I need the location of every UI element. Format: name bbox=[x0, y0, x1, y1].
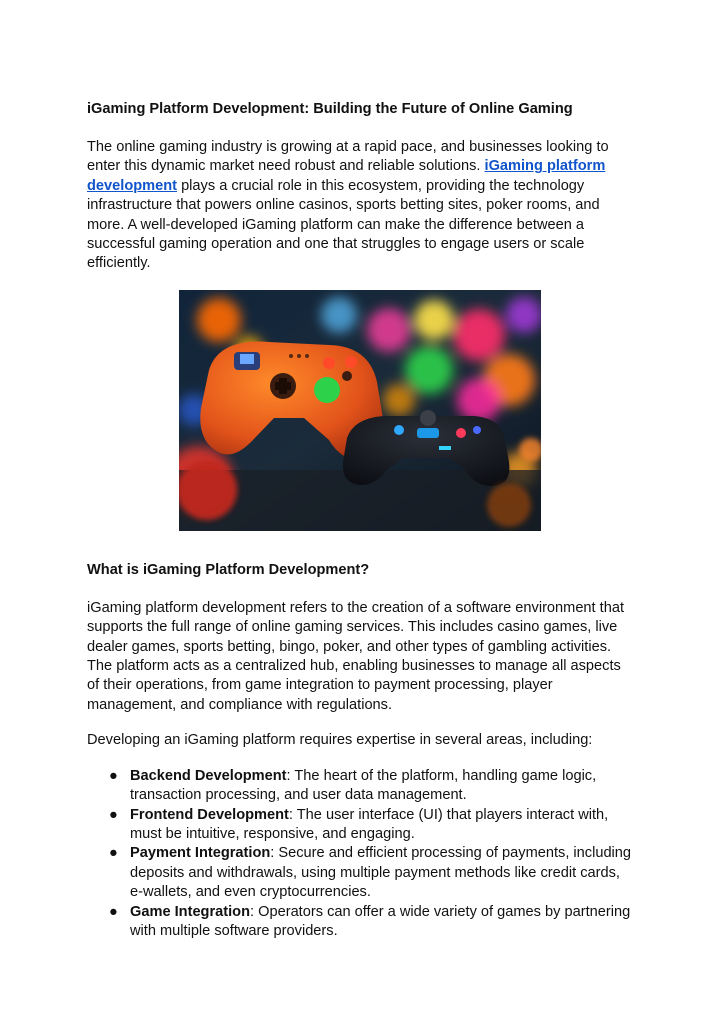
list-item-text: : Operators can offer a wide variety of games by partnering with multiple software providers. bbox=[130, 903, 631, 939]
list-item-term: Backend Development bbox=[130, 767, 287, 784]
intro-text-post: plays a crucial role in this ecosystem, providing the technology infrastructure that powers online casinos, sports betting sites, poker rooms, and more. A well-developed iGaming platform can make the difference between a successful gaming operation and one that struggles to engage users or scale efficiently. bbox=[87, 177, 600, 272]
document-content bbox=[87, 98, 633, 941]
bullet-icon: ● bbox=[109, 845, 118, 862]
list-item bbox=[87, 903, 633, 942]
list-item-term: Payment Integration bbox=[130, 845, 271, 862]
document-title: iGaming Platform Development: Building the Future of Online Gaming bbox=[87, 101, 573, 117]
list-item bbox=[87, 844, 633, 902]
intro-link-prefix: i bbox=[484, 158, 489, 175]
section-heading: What is iGaming Platform Development? bbox=[87, 561, 370, 578]
section-paragraph-1: iGaming platform development refers to the creation of a software environment that supports the full range of online gaming services. This includes casino games, live dealer games, sports betting, bingo, poker, and other types of gambling activities. The platform acts as a centralized hub, enabling businesses to manage all aspects of their operations, from game integration to payment processing, player management, and compliance with regulations. bbox=[87, 599, 624, 713]
list-item-term: Game Integration bbox=[130, 903, 251, 920]
list-item-text: : The user interface (UI) that players interact with, must be intuitive, responsive, and engaging. bbox=[130, 806, 609, 842]
intro-paragraph bbox=[87, 138, 633, 274]
bullet-icon: ● bbox=[109, 767, 118, 784]
list-item bbox=[87, 806, 633, 845]
gaming-controllers-image bbox=[179, 290, 541, 531]
list-item-text: : The heart of the platform, handling game logic, transaction processing, and user data management. bbox=[130, 767, 597, 804]
list-item-term: Frontend Development bbox=[130, 806, 289, 823]
intro-text-pre: The online gaming industry is growing at a rapid pace, and businesses looking to enter this dynamic market need robust and reliable solutions. bbox=[87, 139, 609, 175]
section-paragraph-2: Developing an iGaming platform requires expertise in several areas, including: bbox=[87, 732, 593, 749]
list-item bbox=[87, 767, 633, 806]
intro-link-text: Gaming platform development bbox=[87, 158, 606, 194]
bullet-icon: ● bbox=[109, 806, 118, 823]
expertise-list bbox=[87, 767, 633, 942]
list-item-text: : Secure and efficient processing of payments, including deposits and withdrawals, using multiple payment methods like credit cards, e-wallets, and even cryptocurrencies. bbox=[130, 845, 632, 901]
bullet-icon: ● bbox=[109, 903, 118, 920]
